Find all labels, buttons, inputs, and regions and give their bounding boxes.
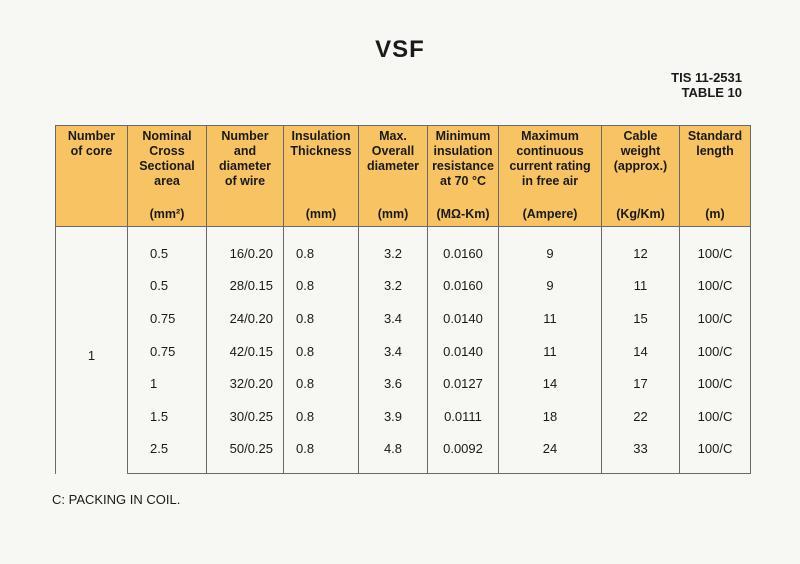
resistance-cell: 0.0127 bbox=[428, 367, 499, 400]
resistance-cell: 0.0111 bbox=[428, 400, 499, 433]
page-title: VSF bbox=[375, 36, 425, 63]
diameter-cell: 3.4 bbox=[359, 302, 428, 335]
header-current-rating: Maximum continuous current rating in free air (Ampere) bbox=[499, 126, 602, 227]
table-row bbox=[56, 367, 751, 400]
diameter-cell: 3.6 bbox=[359, 367, 428, 400]
wire-cell: 50/0.25 bbox=[207, 433, 284, 474]
resistance-cell: 0.0140 bbox=[428, 302, 499, 335]
number-of-core-cell: 1 bbox=[56, 227, 128, 474]
wire-cell: 42/0.15 bbox=[207, 335, 284, 368]
weight-cell: 17 bbox=[602, 367, 680, 400]
area-cell: 0.5 bbox=[128, 227, 207, 270]
length-cell: 100/C bbox=[680, 227, 751, 270]
current-cell: 9 bbox=[499, 270, 602, 303]
header-wire: Number and diameter of wire bbox=[207, 126, 284, 227]
length-cell: 100/C bbox=[680, 270, 751, 303]
specification-table bbox=[55, 125, 751, 474]
area-cell: 0.5 bbox=[128, 270, 207, 303]
insulation-cell: 0.8 bbox=[284, 335, 359, 368]
unit-label: (mm) bbox=[377, 207, 409, 221]
table-row bbox=[56, 302, 751, 335]
header-cable-weight: Cable weight (approx.) (Kg/Km) bbox=[602, 126, 680, 227]
header-standard-length: Standard length (m) bbox=[680, 126, 751, 227]
header-insulation-resistance: Minimum insulation resistance at 70 °C (MΩ-Km) bbox=[428, 126, 499, 227]
resistance-cell: 0.0160 bbox=[428, 270, 499, 303]
diameter-cell: 3.9 bbox=[359, 400, 428, 433]
length-cell: 100/C bbox=[680, 302, 751, 335]
unit-label: (mm) bbox=[305, 207, 337, 221]
wire-cell: 30/0.25 bbox=[207, 400, 284, 433]
unit-label: (m) bbox=[705, 207, 725, 221]
header-cross-sectional-area: Nominal Cross Sectional area (mm²) bbox=[128, 126, 207, 227]
resistance-cell: 0.0092 bbox=[428, 433, 499, 474]
diameter-cell: 4.8 bbox=[359, 433, 428, 474]
insulation-cell: 0.8 bbox=[284, 227, 359, 270]
weight-cell: 33 bbox=[602, 433, 680, 474]
area-cell: 0.75 bbox=[128, 335, 207, 368]
area-cell: 2.5 bbox=[128, 433, 207, 474]
table-row bbox=[56, 270, 751, 303]
wire-cell: 28/0.15 bbox=[207, 270, 284, 303]
insulation-cell: 0.8 bbox=[284, 400, 359, 433]
weight-cell: 22 bbox=[602, 400, 680, 433]
header-number-of-core: Number of core bbox=[56, 126, 128, 227]
length-cell: 100/C bbox=[680, 335, 751, 368]
weight-cell: 15 bbox=[602, 302, 680, 335]
diameter-cell: 3.2 bbox=[359, 270, 428, 303]
weight-cell: 14 bbox=[602, 335, 680, 368]
weight-cell: 11 bbox=[602, 270, 680, 303]
diameter-cell: 3.4 bbox=[359, 335, 428, 368]
wire-cell: 24/0.20 bbox=[207, 302, 284, 335]
table-row bbox=[56, 433, 751, 474]
area-cell: 0.75 bbox=[128, 302, 207, 335]
current-cell: 9 bbox=[499, 227, 602, 270]
packing-note: C: PACKING IN COIL. bbox=[52, 492, 181, 507]
wire-cell: 16/0.20 bbox=[207, 227, 284, 270]
resistance-cell: 0.0140 bbox=[428, 335, 499, 368]
length-cell: 100/C bbox=[680, 433, 751, 474]
area-cell: 1.5 bbox=[128, 400, 207, 433]
unit-label: (Ampere) bbox=[522, 207, 578, 221]
diameter-cell: 3.2 bbox=[359, 227, 428, 270]
current-cell: 11 bbox=[499, 335, 602, 368]
weight-cell: 12 bbox=[602, 227, 680, 270]
length-cell: 100/C bbox=[680, 367, 751, 400]
insulation-cell: 0.8 bbox=[284, 367, 359, 400]
standard-code: TIS 11-2531 bbox=[671, 70, 742, 85]
insulation-cell: 0.8 bbox=[284, 270, 359, 303]
current-cell: 11 bbox=[499, 302, 602, 335]
unit-label: (MΩ-Km) bbox=[436, 207, 490, 221]
length-cell: 100/C bbox=[680, 400, 751, 433]
header-overall-diameter: Max. Overall diameter (mm) bbox=[359, 126, 428, 227]
resistance-cell: 0.0160 bbox=[428, 227, 499, 270]
current-cell: 24 bbox=[499, 433, 602, 474]
header-insulation-thickness: Insulation Thickness (mm) bbox=[284, 126, 359, 227]
table-number: TABLE 10 bbox=[681, 85, 742, 100]
unit-label: (Kg/Km) bbox=[616, 207, 665, 221]
current-cell: 14 bbox=[499, 367, 602, 400]
table-row bbox=[56, 400, 751, 433]
standard-reference bbox=[671, 70, 742, 100]
header-row bbox=[56, 126, 751, 227]
unit-label: (mm²) bbox=[149, 207, 185, 221]
table-row bbox=[56, 227, 751, 270]
table-row bbox=[56, 335, 751, 368]
wire-cell: 32/0.20 bbox=[207, 367, 284, 400]
insulation-cell: 0.8 bbox=[284, 433, 359, 474]
current-cell: 18 bbox=[499, 400, 602, 433]
area-cell: 1 bbox=[128, 367, 207, 400]
insulation-cell: 0.8 bbox=[284, 302, 359, 335]
